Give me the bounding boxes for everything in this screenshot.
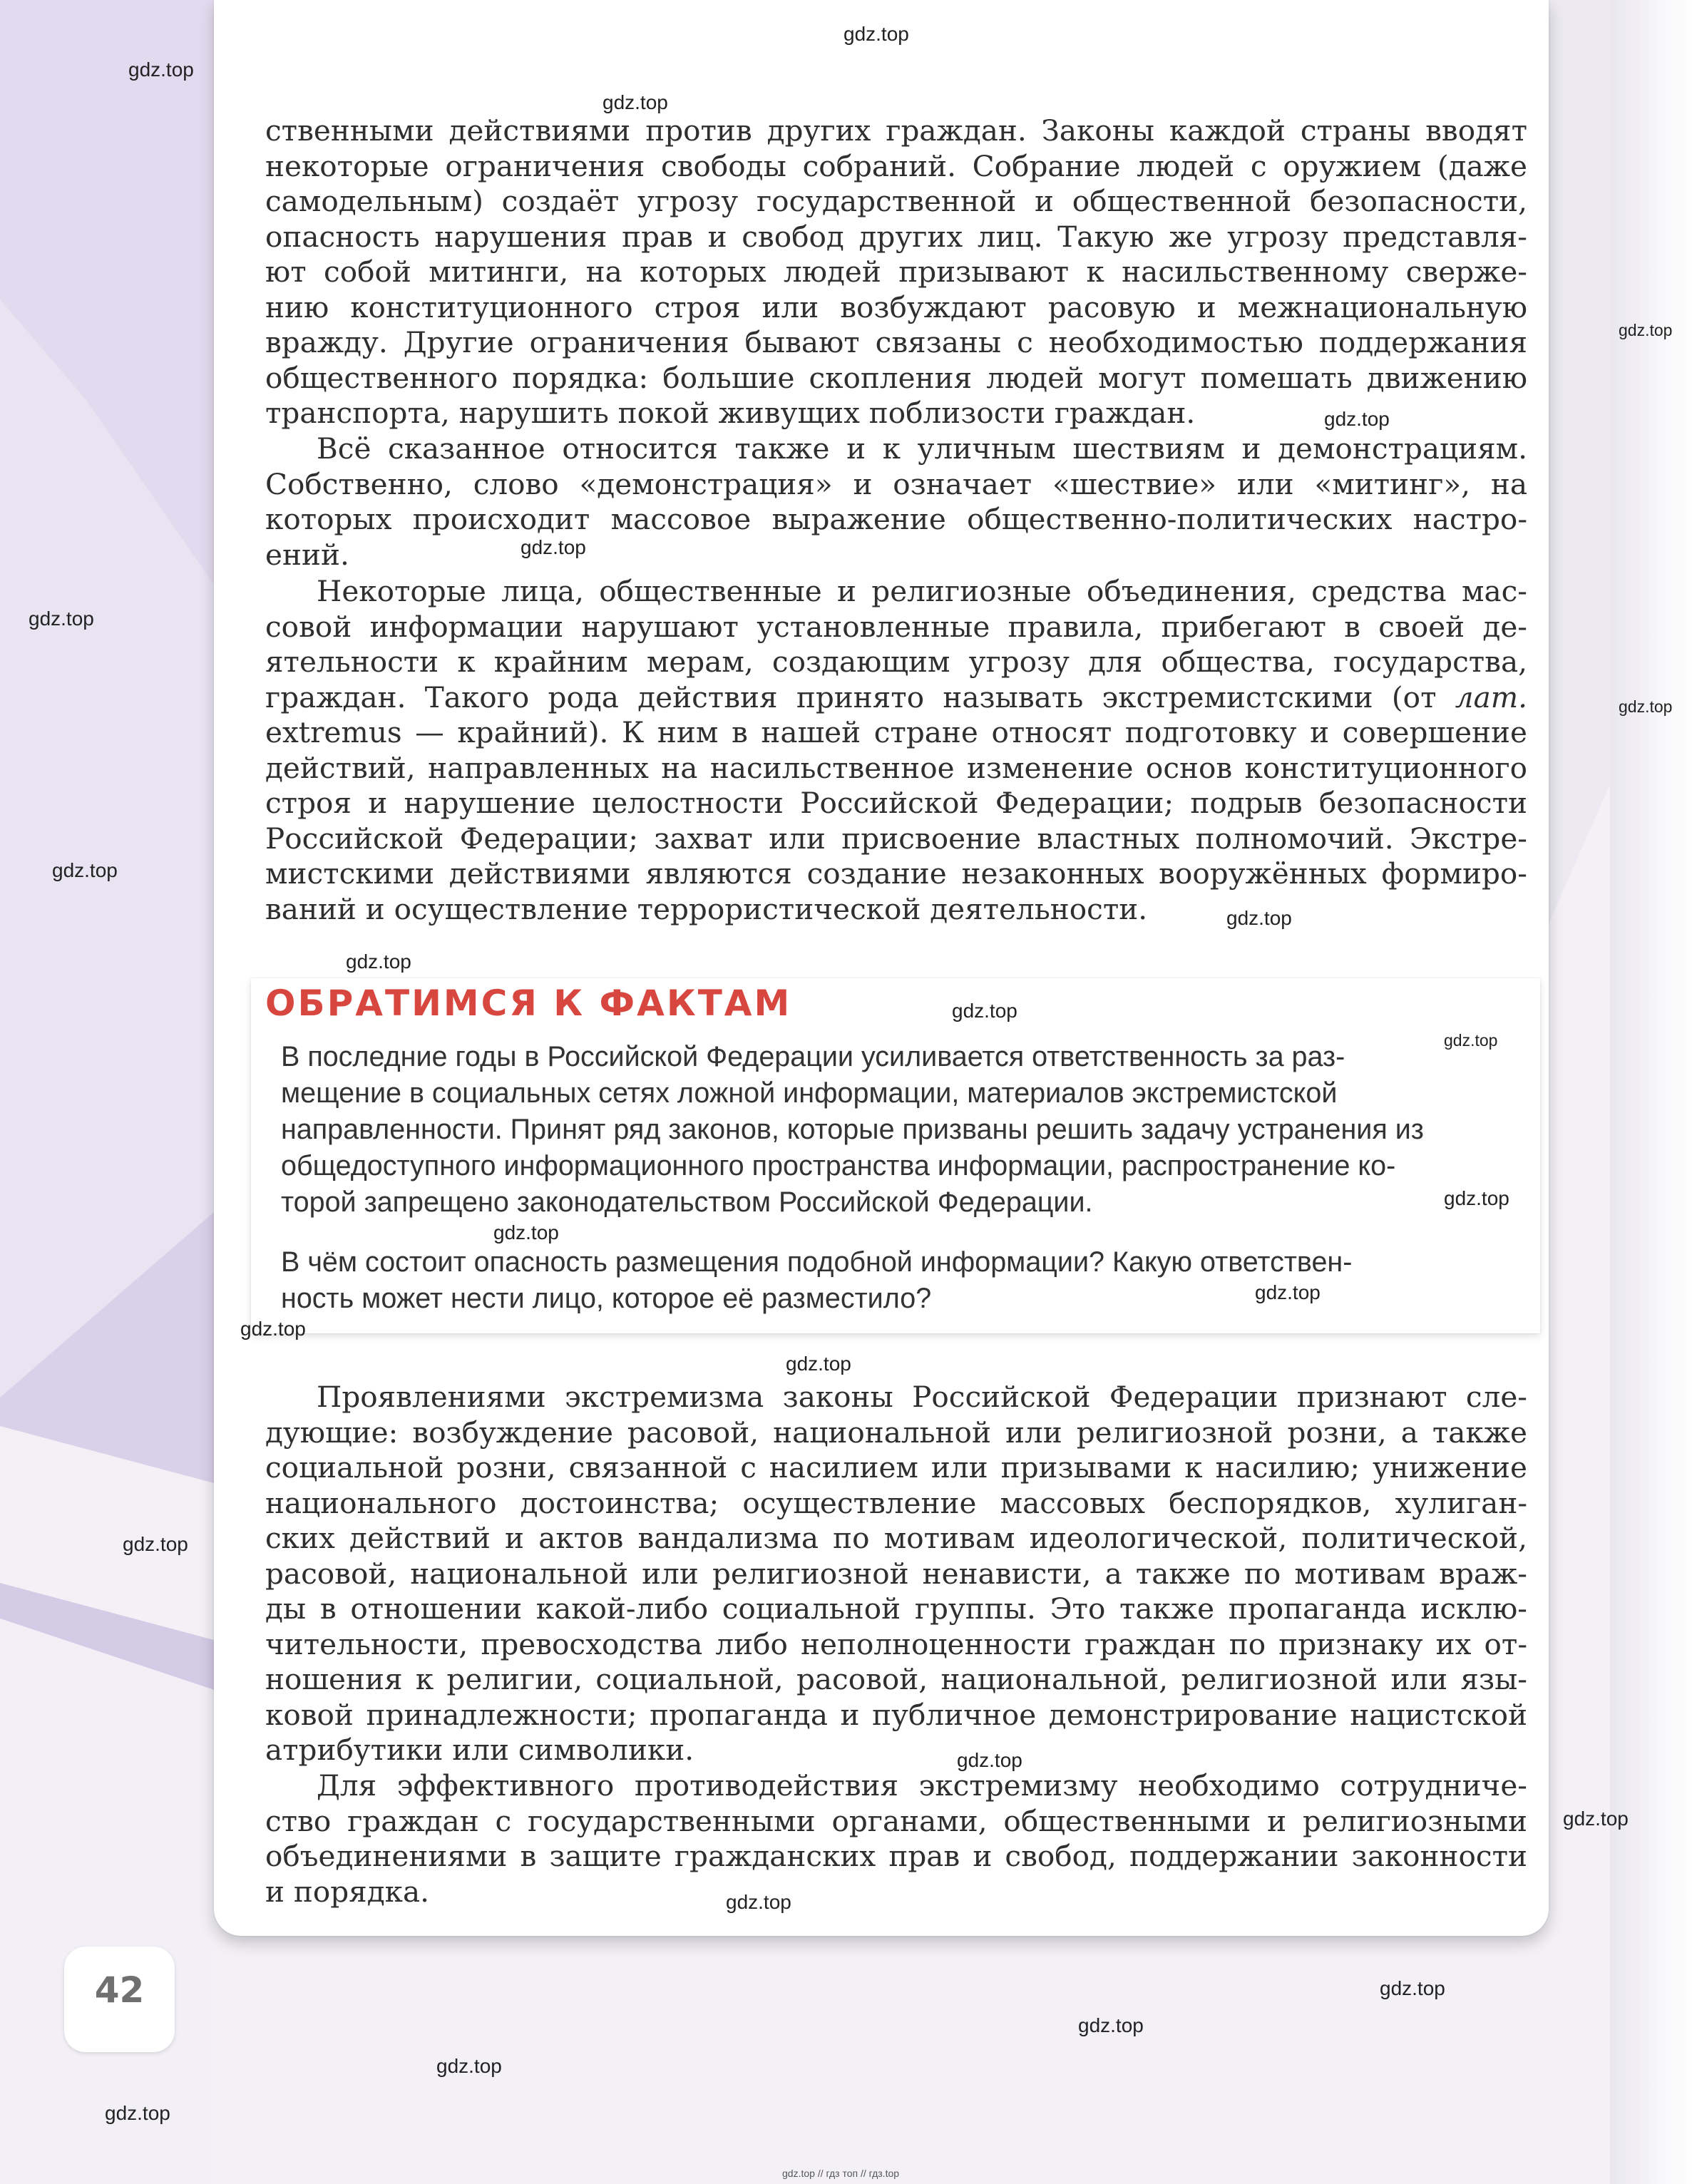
text-line: Проявлениями экстремизма законы Российской Федерации признают сле- [317,1380,1527,1414]
text-line: совой информации нарушают установленные правила, прибегают в своей де- [265,609,1527,644]
watermark: gdz.top [603,91,668,113]
watermark: gdz.top [952,1000,1017,1022]
watermark: gdz.top [786,1353,851,1375]
text-line: Некоторые лица, общественные и религиозные объединения, средства мас- [317,574,1527,608]
text-line: и порядка. [265,1874,429,1909]
text-line: Российской Федерации; захват или присвоение властных полномочий. Экстре- [265,821,1527,856]
watermark: gdz.top [128,58,194,81]
text-line: ность может нести лицо, которое её разместило? [281,1283,932,1314]
text-line: атрибутики или символики. [265,1733,694,1767]
text-line: некоторые ограничения свободы собраний. Собрание людей с оружием (даже [265,148,1527,183]
text-line: Для эффективного противодействия экстремизму необходимо сотрудниче- [317,1768,1527,1803]
text-line: ство граждан с государственными органами, общественными и религиозными [265,1803,1527,1838]
paragraph-4 [265,1380,1527,1768]
watermark: gdz.top [1226,907,1292,929]
facts-box-question [281,1244,1507,1317]
text-line: ваний и осуществление террористической деятельности. [265,891,1148,926]
text-line: объединениями в защите гражданских прав и свобод, поддержании законности [265,1839,1527,1873]
watermark: gdz.top [1255,1281,1321,1303]
text-line: мещение в социальных сетях ложной информации, материалов экстремистской [281,1077,1338,1109]
text-segment: граждан. Такого рода действия принято называть экстремистскими (от [265,680,1437,714]
text-line [265,680,1527,716]
text-line: ют собой митинги, на которых людей призывают к насильственному сверже- [265,255,1527,289]
paragraph-3 [265,574,1527,927]
text-line: которых происходит массовое выражение общественно-политических настро- [265,502,1527,536]
text-line: ятельности к крайним мерам, создающим угрозу для общества, государства, [265,645,1527,679]
text-line: торой запрещено законодательством Российской Федерации. [281,1186,1093,1218]
watermark: gdz.top [1380,1977,1445,1999]
bottom-banner: gdz.top // гдз топ // гдз.top [782,2168,900,2179]
watermark: gdz.top [105,2102,170,2124]
text-line: ковой принадлежности; пропаганда и публичное демонстрирование нацистской [265,1697,1527,1732]
text-line: extremus — крайний). К ним в нашей стране относят подготовку и совершение [265,715,1527,749]
watermark: gdz.top [521,536,586,558]
facts-box-text [281,1039,1507,1221]
watermark: gdz.top [1444,1187,1509,1209]
paragraph-1 [265,113,1527,431]
text-line: ды в отношении какой-либо социальной группы. Это также пропаганда исклю- [265,1591,1527,1626]
watermark: gdz.top [52,859,118,881]
text-line: ений. [265,537,349,572]
text-line: Собственно, слово «демонстрация» и означает «шествие» или «митинг», на [265,466,1527,501]
page-number: 42 [94,1969,145,2011]
watermark: gdz.top [1078,2014,1144,2036]
watermark: gdz.top [1563,1808,1629,1830]
watermark: gdz.top [436,2055,502,2077]
text-line: опасность нарушения прав и свобод других лиц. Такую же угрозу представля- [265,219,1527,254]
watermark: gdz.top [844,23,909,45]
text-line: чительности, превосходства либо неполноценности граждан по признаку их от- [265,1626,1527,1661]
text-line: В последние годы в Российской Федерации усиливается ответственность за раз- [281,1041,1345,1072]
text-line: Всё сказанное относится также и к уличным шествиям и демонстрациям. [317,431,1527,466]
watermark: gdz.top [957,1749,1022,1771]
text-line: социальной розни, связанной с насилием или призывами к насилию; унижение [265,1450,1527,1485]
watermark: gdz.top [1619,321,1673,339]
text-line: ственными действиями против других граждан. Законы каждой страны вводят [265,113,1527,148]
text-line: действий, направленных на насильственное изменение основ конституционного [265,750,1527,785]
watermark: gdz.top [1324,408,1390,430]
text-line: общественного порядка: большие скопления людей могут помешать движению [265,360,1527,395]
text-line: В чём состоит опасность размещения подобной информации? Какую ответствен- [281,1246,1353,1278]
text-line: ношения к религии, социальной, расовой, национальной, религиозной или язы- [265,1662,1527,1696]
watermark: gdz.top [29,607,94,630]
watermark: gdz.top [240,1318,306,1340]
paragraph-5 [265,1768,1527,1909]
text-line: мистскими действиями являются создание незаконных вооружённых формиро- [265,856,1527,891]
watermark: gdz.top [493,1221,559,1244]
text-line: вражду. Другие ограничения бывают связаны с необходимостью поддержания [265,325,1527,359]
text-line: расовой, национальной или религиозной ненависти, а также по мотивам враж- [265,1556,1527,1591]
watermark: gdz.top [1444,1031,1498,1050]
text-line: транспорта, нарушить покой живущих поблизости граждан. [265,396,1196,430]
watermark: gdz.top [1619,697,1673,716]
text-line: дующие: возбуждение расовой, национальной или религиозной розни, а также [265,1415,1527,1450]
watermark: gdz.top [726,1891,791,1913]
text-line: общедоступного информационного пространства информации, распространение ко- [281,1150,1396,1181]
text-line: ских действий и актов вандализма по мотивам идеологической, политической, [265,1521,1527,1555]
watermark: gdz.top [123,1533,188,1555]
text-line: строя и нарушение целостности Российской Федерации; подрыв безопасности [265,786,1527,820]
text-line: нию конституционного строя или возбуждают расовую и межнациональную [265,289,1527,324]
text-line: самодельным) создаёт угрозу государственной и общественной безопасности, [265,184,1527,218]
text-line: национального достоинства; осуществление массовых беспорядков, хулиган- [265,1485,1527,1520]
paragraph-2 [265,431,1527,573]
facts-box-title: ОБРАТИМСЯ К ФАКТАМ [265,983,792,1024]
watermark: gdz.top [346,950,411,973]
text-line: направленности. Принят ряд законов, которые призваны решить задачу устранения из [281,1114,1424,1145]
italic-abbreviation: лат. [1455,680,1527,714]
